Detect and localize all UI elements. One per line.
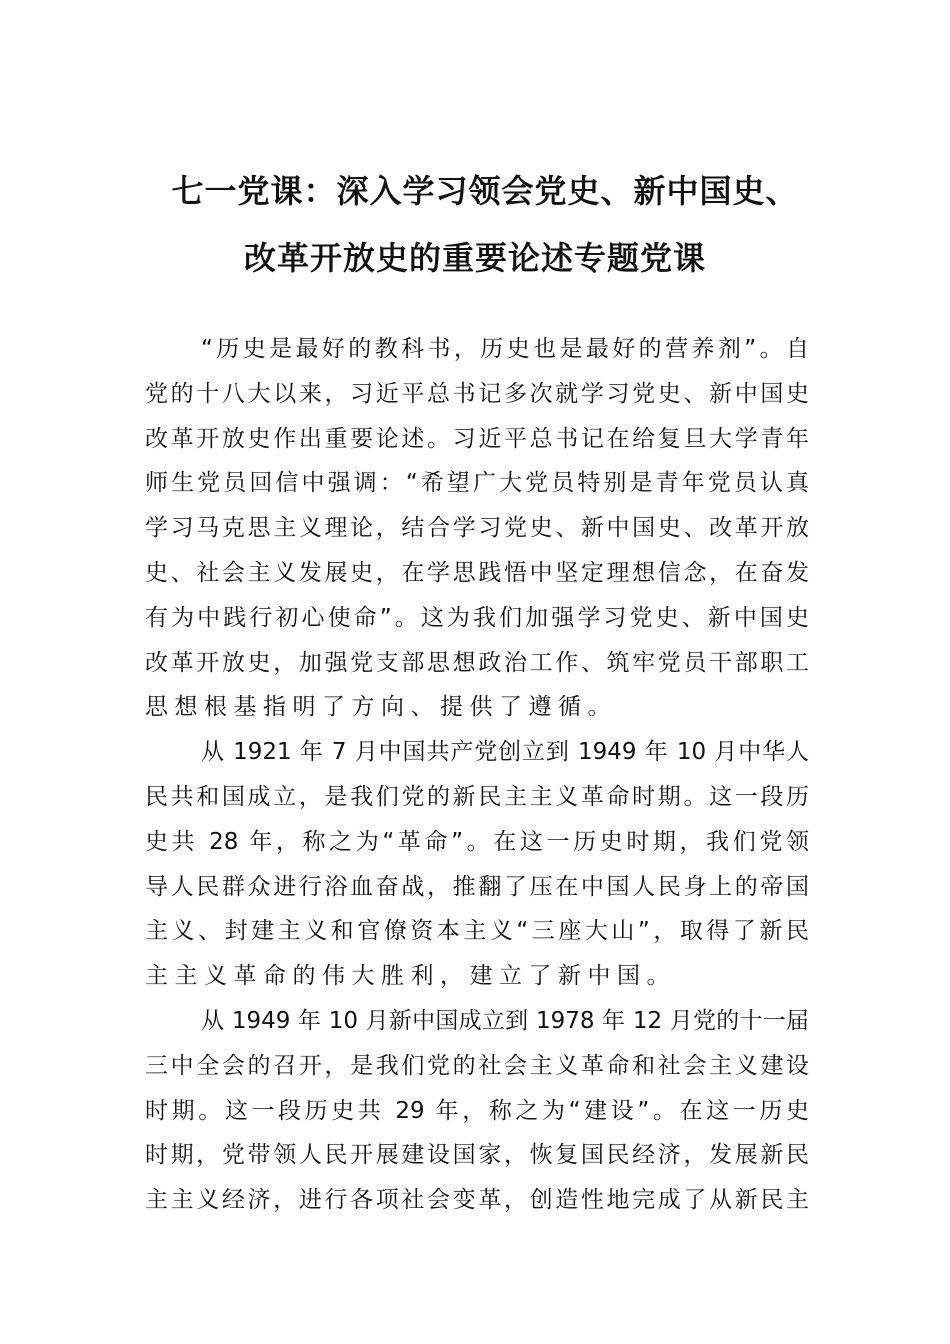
text-line: 三中全会的召开，是我们党的社会主义革命和社会主义建设	[145, 1052, 809, 1079]
text-line: 改革开放史，加强党支部思想政治工作、筑牢党员干部职工	[145, 649, 809, 676]
text-line: 主主义经济，进行各项社会变革，创造性地完成了从新民主	[145, 1187, 809, 1214]
text-line: 有为中践行初心使命”。这为我们加强学习党史、新中国史	[145, 604, 809, 631]
paragraph	[145, 730, 809, 999]
text-line: 导人民群众进行浴血奋战，推翻了压在中国人民身上的帝国	[145, 873, 809, 900]
text-line: 从 1921 年 7 月中国共产党创立到 1949 年 10 月中华人	[201, 739, 809, 766]
text-line: 从 1949 年 10 月新中国成立到 1978 年 12 月党的十一届	[201, 1007, 809, 1034]
text-line: “历史是最好的教科书，历史也是最好的营养剂”。自	[201, 336, 809, 362]
paragraph	[145, 327, 809, 730]
text-line: 党的十八大以来，习近平总书记多次就学习党史、新中国史	[145, 380, 809, 407]
document-title-line-1: 七一党课：深入学习领会党史、新中国史、	[171, 172, 799, 210]
text-line: 思想根基指明了方向、提供了遵循。	[145, 694, 617, 721]
text-line: 民共和国成立，是我们党的新民主主义革命时期。这一段历	[145, 783, 809, 810]
text-line: 史共 28 年，称之为“革命”。在这一历史时期，我们党领	[145, 828, 809, 855]
text-line: 时期，党带领人民开展建设国家，恢复国民经济，发展新民	[145, 1142, 809, 1169]
text-line: 师生党员回信中强调：“希望广大党员特别是青年党员认真	[145, 470, 809, 497]
text-line: 史、社会主义发展史，在学思践悟中坚定理想信念，在奋发	[145, 559, 809, 586]
document-title-line-2: 改革开放史的重要论述专题党课	[243, 239, 706, 277]
paragraph	[145, 999, 809, 1223]
text-line: 时期。这一段历史共 29 年，称之为“建设”。在这一历史	[145, 1097, 809, 1124]
text-line: 主义、封建主义和官僚资本主义“三座大山”，取得了新民	[145, 918, 809, 945]
text-line: 改革开放史作出重要论述。习近平总书记在给复旦大学青年	[145, 425, 809, 452]
document-body	[145, 327, 809, 1223]
text-line: 主主义革命的伟大胜利，建立了新中国。	[145, 963, 676, 990]
text-line: 学习马克思主义理论，结合学习党史、新中国史、改革开放	[145, 515, 809, 542]
